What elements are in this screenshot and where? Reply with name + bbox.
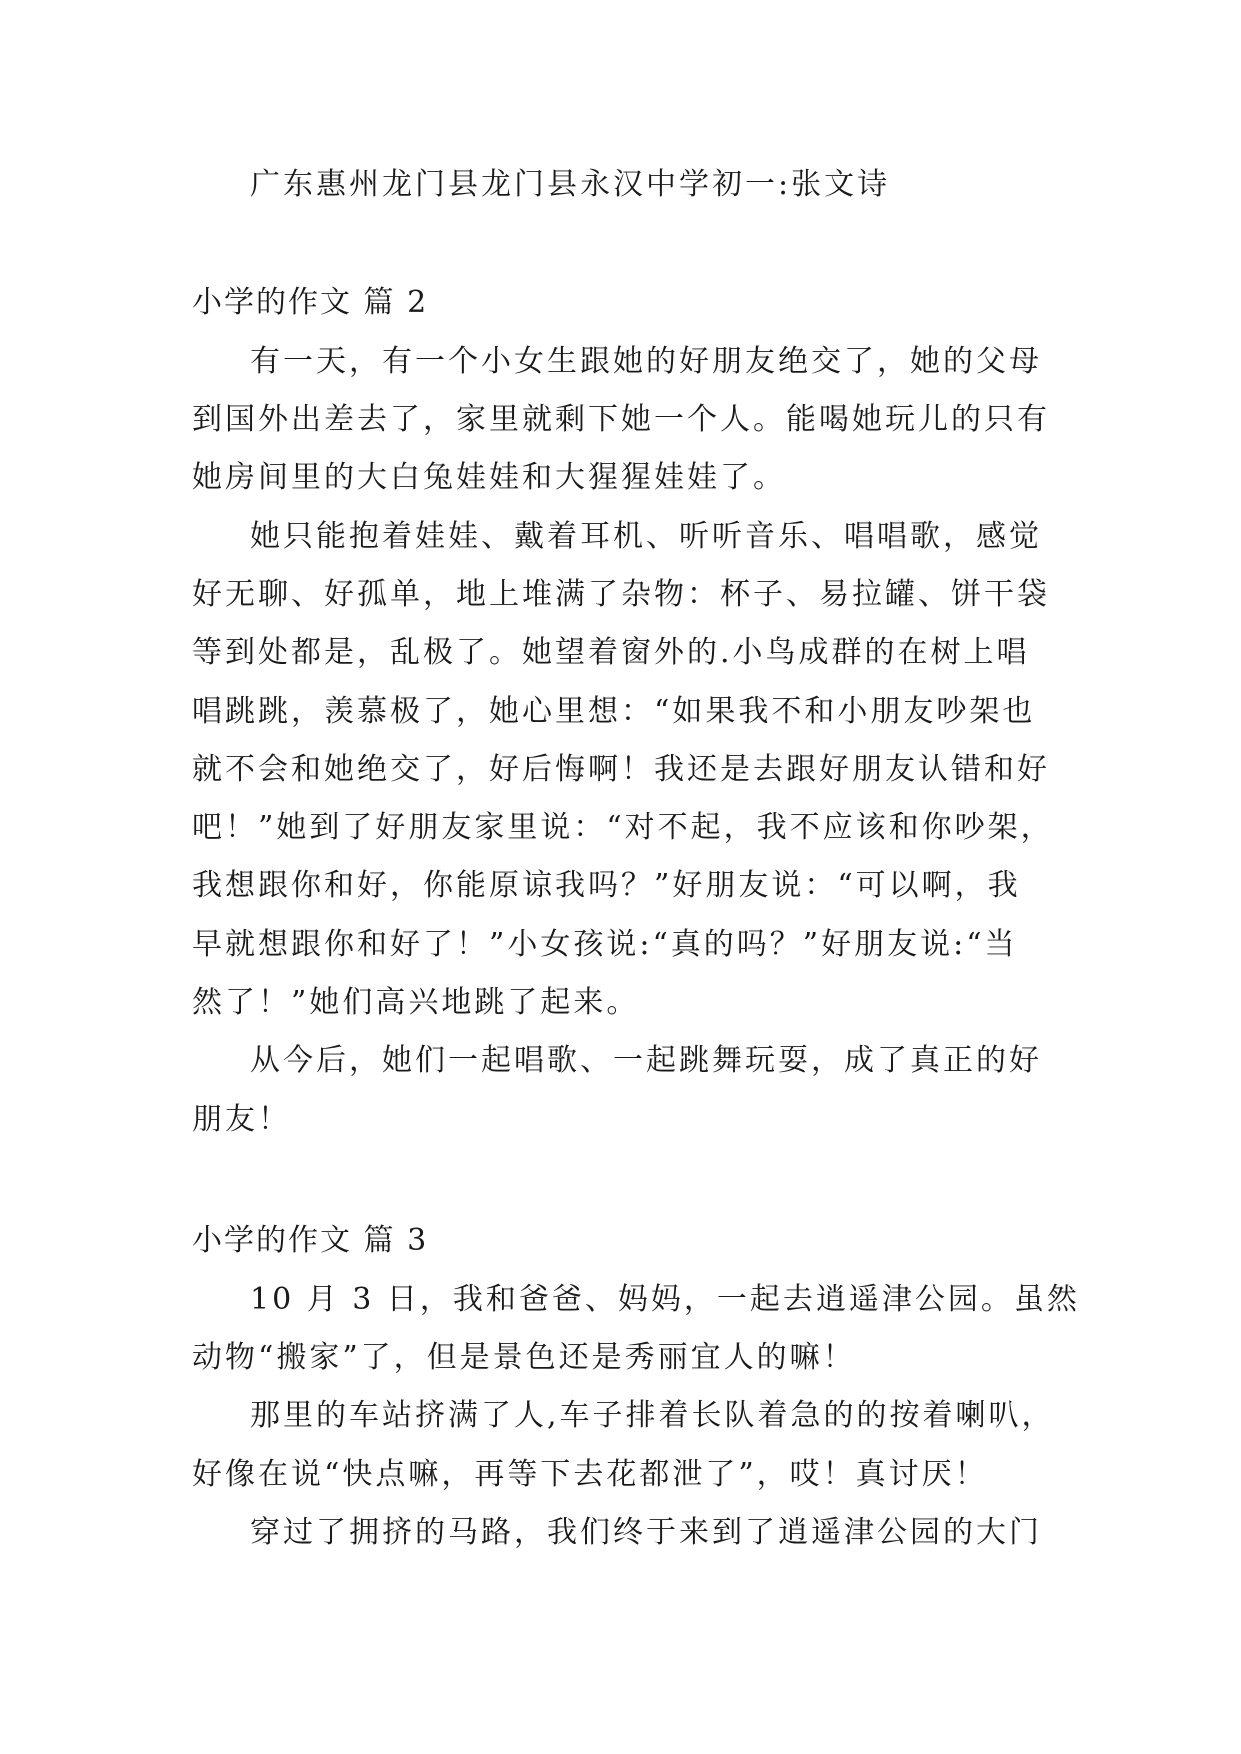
essay-2-line: 她只能抱着娃娃、戴着耳机、听听音乐、唱唱歌，感觉 — [250, 519, 1042, 554]
essay-2-line: 就不会和她绝交了，好后悔啊！我还是去跟好朋友认错和好 — [192, 752, 1050, 787]
essay-2-line: 早就想跟你和好了！”小女孩说:“真的吗？”好朋友说:“当 — [192, 927, 1018, 962]
essay-2-line: 然了！”她们高兴地跳了起来。 — [192, 985, 640, 1020]
essay-2-line: 我想跟你和好，你能原谅我吗？”好朋友说：“可以啊，我 — [192, 868, 1021, 903]
essay-2-line: 等到处都是，乱极了。她望着窗外的.小鸟成群的在树上唱 — [192, 635, 1030, 670]
author-line: 广东惠州龙门县龙门县永汉中学初一:张文诗 — [250, 167, 891, 202]
essay-2-heading: 小学的作文 篇 2 — [192, 285, 429, 320]
essay-2-line: 她房间里的大白兔娃娃和大猩猩娃娃了。 — [192, 460, 786, 495]
essay-2-line: 从今后，她们一起唱歌、一起跳舞玩耍，成了真正的好 — [250, 1043, 1042, 1078]
essay-3-line: 好像在说“快点嘛，再等下去花都泄了”，哎！真讨厌！ — [192, 1457, 988, 1492]
essay-3-heading: 小学的作文 篇 3 — [192, 1223, 429, 1258]
essay-2-line: 唱跳跳，羡慕极了，她心里想：“如果我不和小朋友吵架也 — [192, 694, 1036, 729]
essay-2-line: 吧！”她到了好朋友家里说：“对不起，我不应该和你吵架， — [192, 810, 1054, 845]
essay-2-line: 好无聊、好孤单，地上堆满了杂物：杯子、易拉罐、饼干袋 — [192, 577, 1050, 612]
essay-2-line: 到国外出差去了，家里就剩下她一个人。能喝她玩儿的只有 — [192, 402, 1050, 437]
essay-2-line: 有一天，有一个小女生跟她的好朋友绝交了，她的父母 — [250, 344, 1042, 379]
essay-3-line: 10 月 3 日，我和爸爸、妈妈，一起去逍遥津公园。虽然 — [250, 1282, 1080, 1317]
essay-2-line: 朋友！ — [192, 1102, 291, 1137]
essay-3-line: 动物“搬家”了，但是景色还是秀丽宜人的嘛！ — [192, 1340, 856, 1375]
essay-3-line: 那里的车站挤满了人,车子排着长队着急的的按着喇叭， — [250, 1398, 1055, 1433]
essay-3-line: 穿过了拥挤的马路，我们终于来到了逍遥津公园的大门 — [250, 1515, 1042, 1550]
